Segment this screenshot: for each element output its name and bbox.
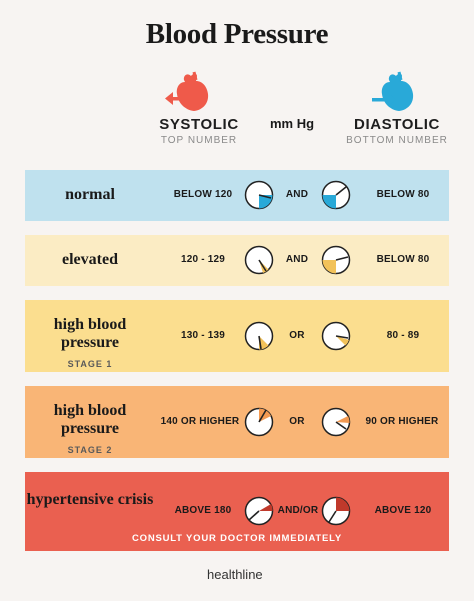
diastolic-gauge-icon: [321, 407, 351, 437]
row-crisis-systolic: ABOVE 180: [174, 505, 232, 516]
systolic-gauge-icon: [244, 496, 274, 526]
row-elevated-systolic: 120 - 129: [180, 254, 226, 265]
row-normal-connector: AND: [285, 189, 309, 200]
row-stage1: [25, 300, 449, 372]
row-crisis-label: hypertensive crisis: [26, 491, 154, 508]
diastolic-gauge-icon: [321, 496, 351, 526]
systolic-heart-icon: [163, 70, 215, 114]
row-stage1-connector: OR: [289, 330, 305, 341]
healthline-logo: healthline: [207, 567, 263, 582]
row-stage2-title: high blood pressure: [53, 402, 127, 437]
row-elevated-connector: AND: [285, 254, 309, 265]
systolic-gauge-icon: [244, 407, 274, 437]
row-crisis-diastolic: ABOVE 120: [374, 505, 432, 516]
page-title: Blood Pressure: [145, 18, 329, 50]
row-stage1-systolic: 130 - 139: [180, 330, 226, 341]
row-normal: [25, 170, 449, 221]
unit-label: mm Hg: [270, 116, 315, 131]
row-stage1-label: [25, 316, 155, 373]
diastolic-label: DIASTOLIC: [354, 116, 440, 133]
diastolic-gauge-icon: [321, 245, 351, 275]
systolic-header: [144, 116, 254, 146]
diastolic-gauge-icon: [321, 321, 351, 351]
row-stage2: [25, 386, 449, 458]
diastolic-header: [342, 116, 452, 146]
row-stage2-diastolic: 90 OR HIGHER: [365, 416, 439, 427]
systolic-gauge-icon: [244, 245, 274, 275]
diastolic-heart-icon: [372, 70, 424, 114]
row-crisis: [25, 472, 449, 551]
row-crisis-connector: AND/OR: [277, 505, 319, 516]
row-stage1-stage: STAGE 1: [67, 359, 113, 369]
row-elevated-label: elevated: [62, 251, 118, 268]
systolic-sub-label: TOP NUMBER: [160, 135, 238, 146]
row-elevated: [25, 235, 449, 286]
row-elevated-diastolic: BELOW 80: [376, 254, 430, 265]
row-stage2-label: [25, 402, 155, 459]
systolic-gauge-icon: [244, 180, 274, 210]
diastolic-gauge-icon: [321, 180, 351, 210]
row-normal-label: normal: [65, 186, 115, 203]
row-normal-systolic: BELOW 120: [173, 189, 233, 200]
systolic-gauge-icon: [244, 321, 274, 351]
diastolic-sub-label: BOTTOM NUMBER: [346, 135, 448, 146]
row-stage2-systolic: 140 OR HIGHER: [160, 416, 240, 427]
systolic-label: SYSTOLIC: [159, 116, 239, 133]
row-stage2-stage: STAGE 2: [67, 445, 113, 455]
row-stage2-connector: OR: [289, 416, 305, 427]
row-stage1-diastolic: 80 - 89: [386, 330, 420, 341]
crisis-note: CONSULT YOUR DOCTOR IMMEDIATELY: [131, 533, 343, 544]
row-stage1-title: high blood pressure: [53, 316, 127, 351]
row-normal-diastolic: BELOW 80: [376, 189, 430, 200]
